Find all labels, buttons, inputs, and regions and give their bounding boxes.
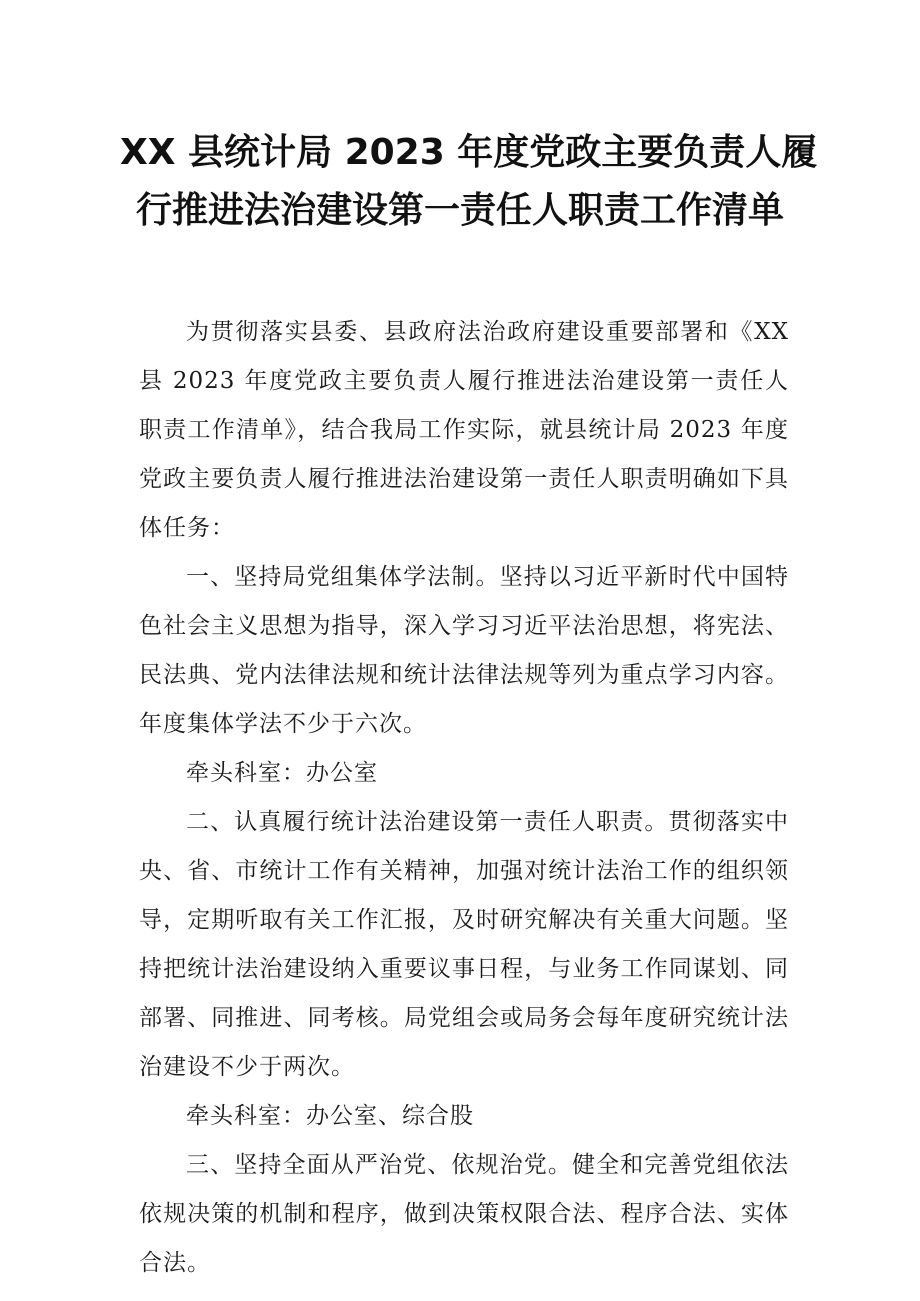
title-line-2: 行推进法治建设第一责任人职责工作清单: [135, 190, 784, 231]
lead-office-1: 牵头科室：办公室: [186, 760, 378, 786]
lead-office-2: 牵头科室：办公室、综合股: [186, 1103, 474, 1129]
document-body: [139, 308, 789, 1288]
paragraph-item-1: 一、坚持局党组集体学法制。坚持以习近平新时代中国特色社会主义思想为指导，深入学习习近平法治思想，将宪法、民法典、党内法律法规和统计法律法规等列为重点学习内容。年度集体学法不少于六次。: [139, 564, 789, 737]
paragraph-intro: 为贯彻落实县委、县政府法治政府建设重要部署和《XX 县 2023 年度党政主要负责人履行推进法治建设第一责任人职责工作清单》，结合我局工作实际，就县统计局 2023 年度党政主要负责人履行推进法治建设第一责任人职责明确如下具体任务：: [139, 319, 789, 541]
paragraph-item-3: 三、坚持全面从严治党、依规治党。健全和完善党组依法依规决策的机制和程序，做到决策权限合法、程序合法、实体合法。: [139, 1152, 789, 1276]
document-title: [120, 124, 818, 240]
title-line-1: XX 县统计局 2023 年度党政主要负责人履: [120, 132, 818, 173]
paragraph-item-2: 二、认真履行统计法治建设第一责任人职责。贯彻落实中央、省、市统计工作有关精神，加强对统计法治工作的组织领导，定期听取有关工作汇报，及时研究解决有关重大问题。坚持把统计法治建设纳入重要议事日程，与业务工作同谋划、同部署、同推进、同考核。局党组会或局务会每年度研究统计法治建设不少于两次。: [139, 809, 789, 1080]
